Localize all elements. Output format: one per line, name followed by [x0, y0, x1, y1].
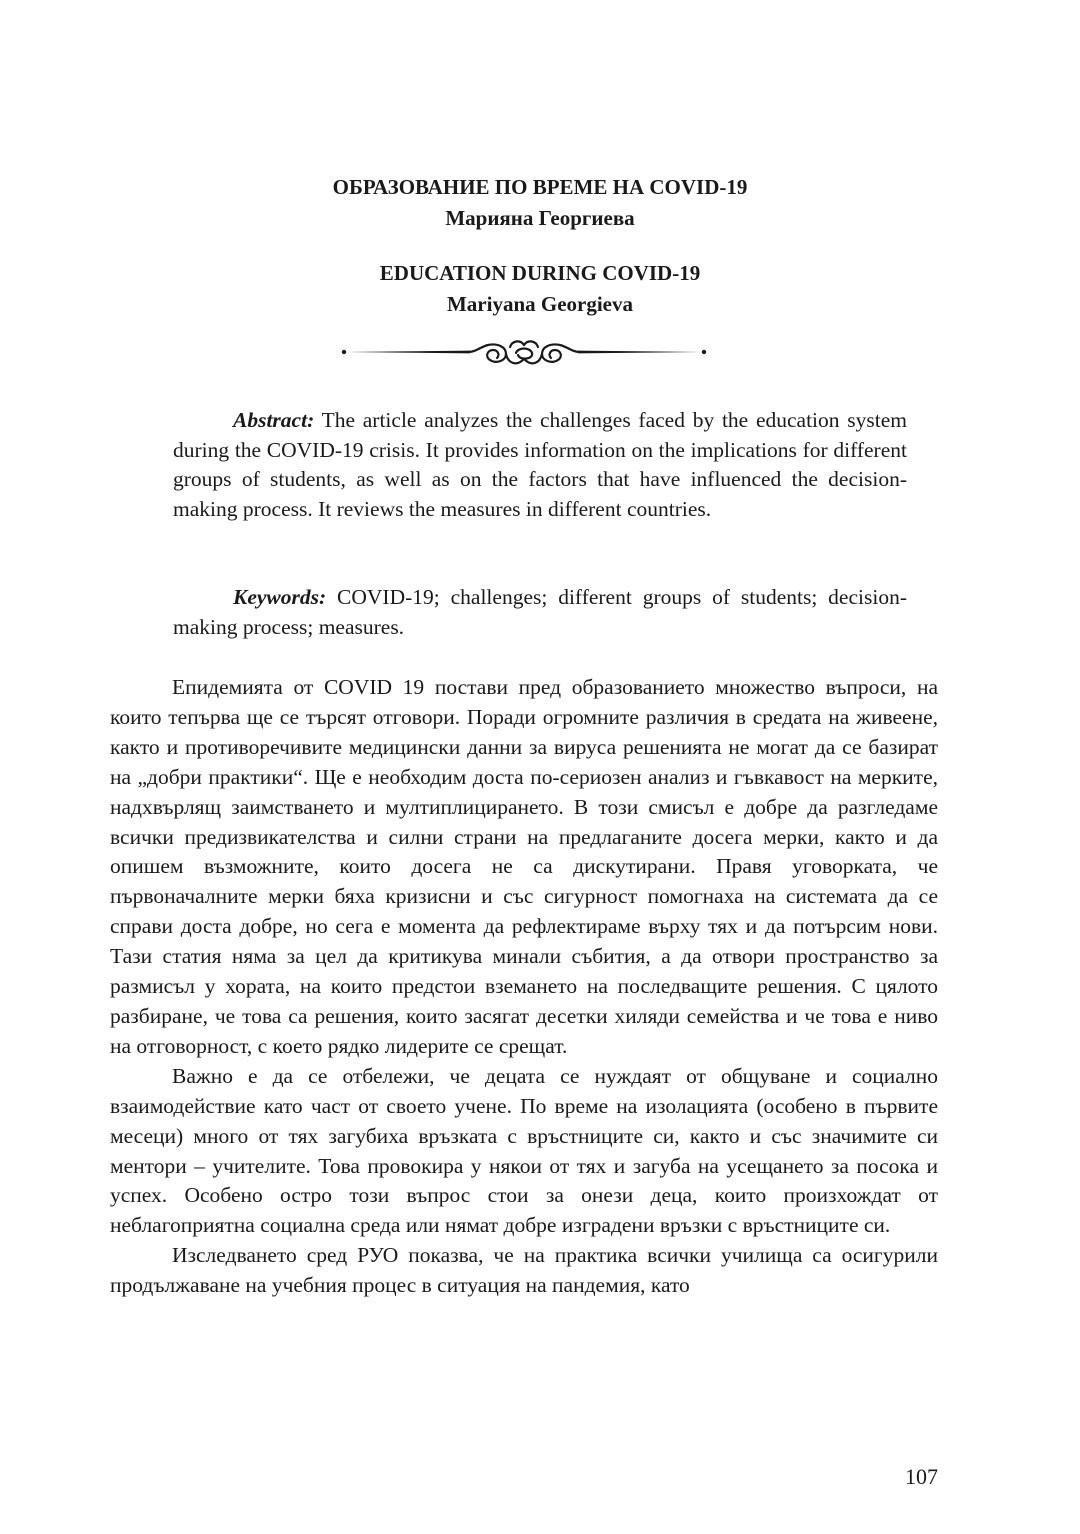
keywords-label: Keywords:: [233, 585, 327, 609]
body-text: [110, 673, 938, 1301]
keywords-paragraph: [173, 583, 907, 642]
bulgarian-author: Марияна Георгиева: [445, 206, 635, 230]
bulgarian-title: ОБРАЗОВАНИЕ ПО ВРЕМЕ НА COVID-19: [332, 175, 748, 199]
bulgarian-title-block: [0, 172, 1080, 234]
body-paragraph-1: Епидемията от COVID 19 постави пред образованието множество въпроси, на които тепърва ще се търсят отговори. Поради огромните различия в средата на живеене, както и противоречивите медицински данни за вируса решенията не могат да се базират на „добри практики“. Ще е необходим доста по-сериозен анализ и гъвкавост на мерките, надхвърлящ заимстването и мултиплицирането. В този смисъл е добре да разгледаме всички предизвикателства и силни страни на предлаганите досега мерки, както и да опишем възможните, които досега не са дискутирани. Правя уговорката, че първоначалните мерки бяха кризисни и със сигурност помогнаха на системата да се справи доста добре, но сега е момента да рефлектираме върху тях и да потърсим нови. Тази статия няма за цел да критикува минали събития, а да отвори пространство за размисъл у хората, на които предстои вземането на последващите решения. С цялото разбиране, че това са решения, които засягат десетки хиляди семейства и че това е ниво на отговорност, с което рядко лидерите се срещат.: [110, 675, 938, 1058]
english-title: EDUCATION DURING COVID-19: [379, 261, 701, 285]
abstract-text: The article analyzes the challenges faced by the education system during the COVID-19 crisis. It provides information on the implications for different groups of students, as well as on the factors that have influenced the decision-making process. It reviews the measures in different countries.: [173, 408, 907, 521]
english-title-block: [0, 258, 1080, 320]
body-paragraph-3: Изследването сред РУО показва, че на практика всички училища са осигурили продължаване на учебния процес в ситуация на пандемия, като: [110, 1243, 938, 1298]
page-number: 107: [905, 1464, 938, 1489]
keywords-text: COVID-19; challenges; different groups of students; decision-making process; measures.: [173, 585, 907, 639]
abstract-paragraph: [173, 406, 907, 524]
abstract-label: Abstract:: [233, 408, 315, 432]
english-author: Mariyana Georgieva: [446, 292, 634, 316]
decorative-divider-icon: [340, 333, 708, 371]
body-paragraph-2: Важно е да се отбележи, че децата се нуждаят от общуване и социално взаимодействие като част от своето учене. По време на изолацията (особено в първите месеци) много от тях загубиха връзката с връстниците си, както и със значимите си ментори – учителите. Това провокира у някои от тях и загуба на усещането за посока и успех. Особено остро този въпрос стои за онези деца, които произхождат от неблагоприятна социална среда или нямат добре изградени връзки с връстниците си.: [110, 1063, 938, 1238]
